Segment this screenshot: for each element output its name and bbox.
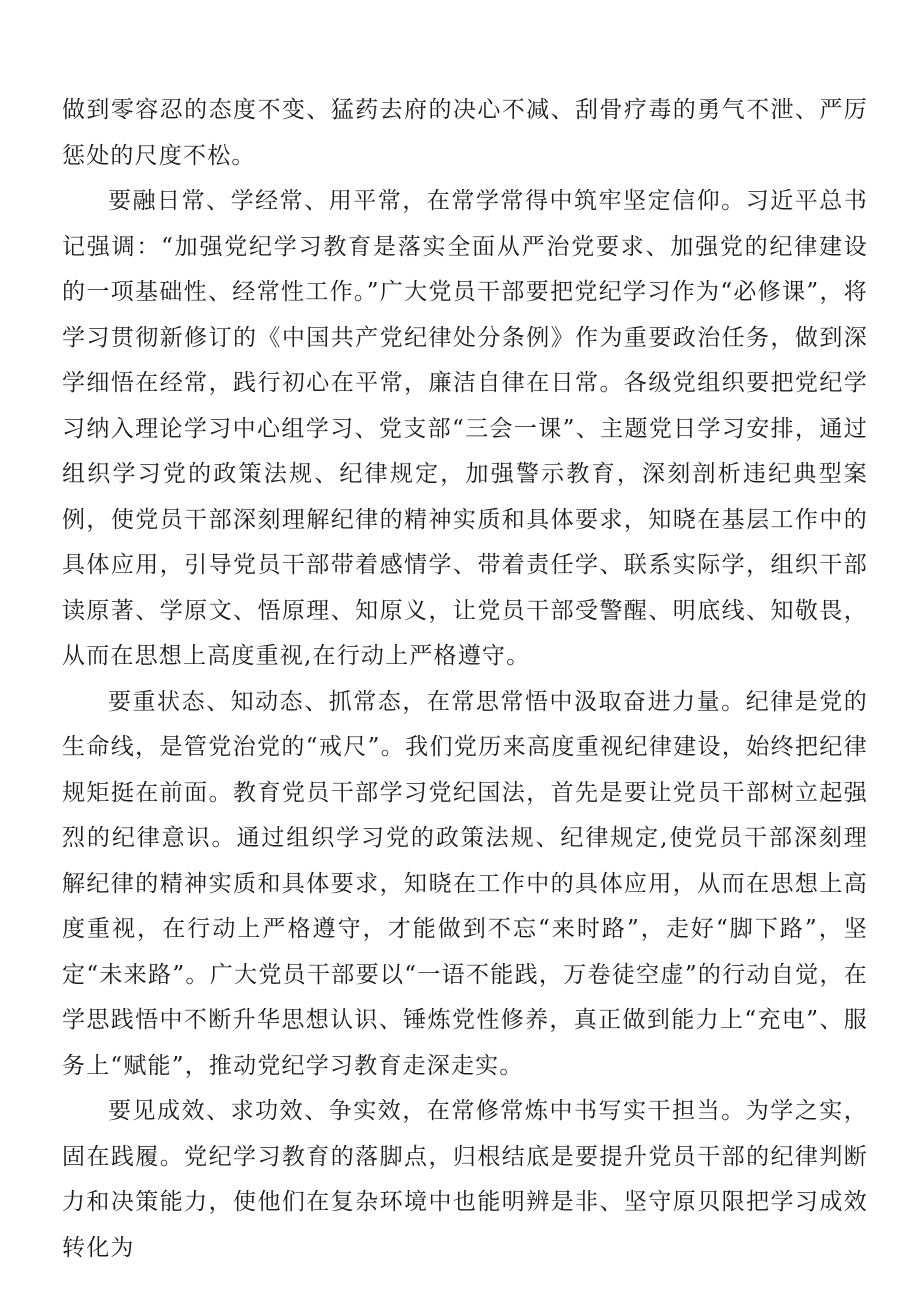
document-body	[62, 88, 868, 1271]
paragraph-3: 要重状态、知动态、抓常态，在常思常悟中汲取奋进力量。纪律是党的生命线，是管党治党的“戒尺”。我们党历来高度重视纪律建设，始终把纪律规矩挺在前面。教育党员干部学习党纪国法，首先是要让党员干部树立起强烈的纪律意识。通过组织学习党的政策法规、纪律规定,使党员干部深刻理解纪律的精神实质和具体要求，知晓在工作中的具体应用，从而在思想上高度重视，在行动上严格遵守，才能做到不忘“来时路”，走好“脚下路”，坚定“未来路”。广大党员干部要以“一语不能践，万卷徒空虚”的行动自觉，在学思践悟中不断升华思想认识、锤炼党性修养，真正做到能力上“充电”、服务上“赋能”，推动党纪学习教育走深走实。	[62, 688, 868, 1079]
paragraph-4: 要见成效、求功效、争实效，在常修常炼中书写实干担当。为学之实，固在践履。党纪学习教育的落脚点，归根结底是要提升党员干部的纪律判断力和决策能力，使他们在复杂环境中也能明辨是非、坚守原贝限把学习成效转化为	[62, 1098, 868, 1261]
paragraph-2: 要融日常、学经常、用平常，在常学常得中筑牢坚定信仰。习近平总书记强调：“加强党纪学习教育是落实全面从严治党要求、加强党的纪律建设的一项基础性、经常性工作。”广大党员干部要把党纪学习作为“必修课”，将学习贯彻新修订的《中国共产党纪律处分条例》作为重要政治任务，做到深学细悟在经常，践行初心在平常，廉洁自律在日常。各级党组织要把党纪学习纳入理论学习中心组学习、党支部“三会一课”、主题党日学习安排，通过组织学习党的政策法规、纪律规定，加强警示教育，深刻剖析违纪典型案例，使党员干部深刻理解纪律的精神实质和具体要求，知晓在基层工作中的具体应用，引导党员干部带着感情学、带着责任学、联系实际学，组织干部读原著、学原文、悟原理、知原义，让党员干部受警醒、明底线、知敬畏，从而在思想上高度重视,在行动上严格遵守。	[62, 188, 868, 669]
paragraph-1: 做到零容忍的态度不变、猛药去府的决心不减、刮骨疗毒的勇气不泄、严厉惩处的尺度不松。	[62, 97, 868, 169]
